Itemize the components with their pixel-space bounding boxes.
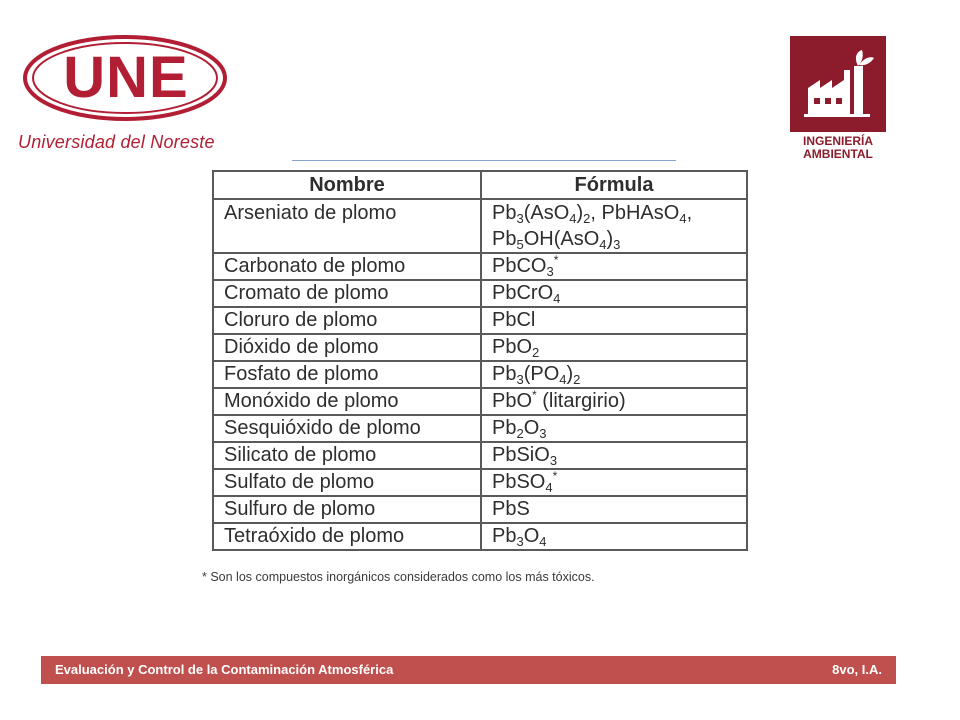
une-logo [18, 30, 248, 156]
compound-name: Dióxido de plomo [213, 334, 481, 361]
formula-part: 3 [516, 211, 524, 226]
formula-part: 2 [532, 345, 540, 360]
formula-part: 2 [573, 372, 581, 387]
table-footnote: * Son los compuestos inorgánicos considerados como los más tóxicos. [202, 570, 595, 584]
footer-semester: 8vo, I.A. [832, 662, 882, 677]
compound-name: Sulfuro de plomo [213, 496, 481, 523]
formula-part: ) [576, 202, 584, 224]
ingenieria-ambiental-label [784, 135, 892, 161]
formula-part: * [553, 253, 559, 267]
table-row [213, 199, 747, 253]
compound-formula [481, 361, 747, 388]
divider-rule [292, 160, 676, 161]
compound-formula [481, 469, 747, 496]
table-row [213, 388, 747, 415]
compound-name: Cromato de plomo [213, 280, 481, 307]
formula-part: 4 [553, 291, 561, 306]
table-header-row [213, 171, 747, 199]
formula-part: O [523, 525, 540, 547]
compound-name: Sulfato de plomo [213, 469, 481, 496]
formula-part: Pb [492, 202, 517, 224]
compound-name: Carbonato de plomo [213, 253, 481, 280]
compound-formula [481, 496, 747, 523]
formula-part: 3 [613, 237, 621, 252]
formula-part: Pb [492, 363, 517, 385]
compound-name: Tetraóxido de plomo [213, 523, 481, 550]
formula-part: PbCO [492, 255, 547, 277]
formula-part: PbCl [492, 309, 536, 331]
formula-part: 3 [539, 426, 547, 441]
formula-part: 4 [545, 480, 553, 495]
header-formula: Fórmula [481, 171, 747, 199]
formula-part: 4 [679, 211, 687, 226]
formula-part: PbCrO [492, 282, 554, 304]
formula-part: (AsO [523, 202, 570, 224]
formula-part: (litargirio) [536, 390, 626, 412]
formula-part: PbSiO [492, 444, 550, 466]
ingenieria-ambiental-logo [790, 36, 886, 166]
formula-part: PbO [492, 390, 533, 412]
table-row [213, 415, 747, 442]
formula-part: PbSO [492, 471, 546, 493]
formula-part: 3 [516, 534, 524, 549]
formula-part: 2 [583, 211, 591, 226]
formula-part: O [523, 417, 540, 439]
formula-part: 4 [569, 211, 577, 226]
compound-formula [481, 307, 747, 334]
ingenieria-label-line2: AMBIENTAL [803, 147, 873, 161]
compound-name: Fosfato de plomo [213, 361, 481, 388]
header-nombre: Nombre [213, 171, 481, 199]
compound-name: Cloruro de plomo [213, 307, 481, 334]
table-row [213, 334, 747, 361]
formula-part: ) [606, 228, 614, 250]
formula-part: 3 [516, 372, 524, 387]
compound-formula [481, 334, 747, 361]
table-row [213, 361, 747, 388]
table-row [213, 253, 747, 280]
formula-part: PbS [492, 498, 530, 520]
table-row [213, 307, 747, 334]
compound-formula [481, 199, 747, 253]
formula-part: PbO [492, 336, 533, 358]
footer-bar [41, 656, 896, 684]
formula-part: Pb [492, 417, 517, 439]
formula-part: 2 [516, 426, 524, 441]
une-wordmark: UNE [63, 45, 189, 110]
formula-part: , [686, 202, 693, 224]
factory-icon [790, 36, 886, 132]
compound-formula [481, 442, 747, 469]
compound-formula [481, 523, 747, 550]
compound-formula [481, 388, 747, 415]
table-row [213, 280, 747, 307]
table-row [213, 442, 747, 469]
formula-part: OH(AsO [523, 228, 600, 250]
formula-part: 3 [546, 264, 554, 279]
table-row [213, 469, 747, 496]
formula-part: 4 [559, 372, 567, 387]
compound-name: Monóxido de plomo [213, 388, 481, 415]
compound-name: Silicato de plomo [213, 442, 481, 469]
compound-name: Arseniato de plomo [213, 199, 481, 253]
compound-formula [481, 415, 747, 442]
formula-part: , PbHAsO [590, 202, 680, 224]
table-row [213, 523, 747, 550]
une-tagline: Universidad del Noreste [18, 132, 215, 152]
footer-course-title: Evaluación y Control de la Contaminación Atmosférica [55, 662, 394, 677]
formula-part: 4 [539, 534, 547, 549]
formula-part: * [532, 388, 537, 402]
table-body [213, 199, 747, 550]
formula-part: 5 [516, 237, 524, 252]
formula-part: * [552, 469, 558, 483]
compound-formula [481, 280, 747, 307]
formula-part: Pb [492, 228, 517, 250]
formula-part: Pb [492, 525, 517, 547]
compound-formula [481, 253, 747, 280]
lead-compounds-table [212, 170, 748, 551]
formula-part: ) [566, 363, 574, 385]
formula-part: (PO [523, 363, 560, 385]
table-row [213, 496, 747, 523]
formula-part: 4 [599, 237, 607, 252]
ingenieria-label-line1: INGENIERÍA [802, 134, 873, 148]
compound-name: Sesquióxido de plomo [213, 415, 481, 442]
formula-part: 3 [549, 453, 558, 468]
